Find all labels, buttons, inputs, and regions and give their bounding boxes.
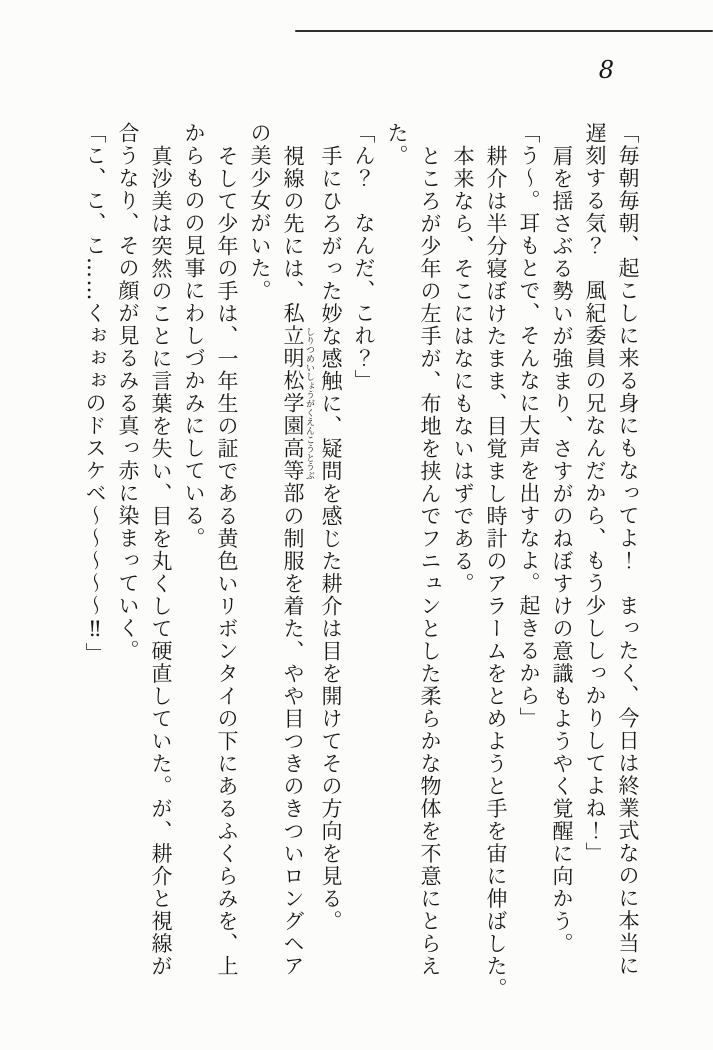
text-run: 真沙美は突然のことに言葉を失い、目を丸くして硬直していた。が、耕介と視線が (149, 144, 173, 977)
page-number: 8 (598, 56, 614, 84)
text-run: 「ん？ なんだ、これ？」 (352, 122, 376, 392)
text-run: 「毎朝毎朝、起こしに来る身にもなってよ！ まったく、今日は終業式なのに本当に (616, 122, 640, 977)
text-column (479, 122, 512, 1014)
text-run: の制服を着た、やや目つきのきついロングヘア (281, 504, 305, 977)
text-column (276, 122, 314, 1014)
text-column (413, 122, 446, 1014)
text-run: 「う〜。耳もとで、そんなに大声を出すなよ。起きるから」 (517, 122, 541, 730)
text-run: 耕介は半分寝ぼけたまま、目覚まし時計のアラームをとめようと手を宙に伸ばした。 (484, 144, 508, 1000)
text-run: からものの見事にわしづかみにしている。 (182, 122, 206, 550)
text-column (177, 122, 210, 1014)
text-run: た。 (385, 122, 409, 167)
text-run: ところが少年の左手が、布地を挟んでフニュンとした柔らかな物体を不意にとらえ (418, 144, 442, 977)
scan-edge-artifact (295, 30, 713, 32)
text-run: 「こ、こ、こ……くぉぉぉのドスケベ〜〜〜〜〜‼」 (83, 122, 107, 665)
text-column (111, 122, 144, 1014)
text-run: 手にひろがった妙な感触に、疑問を感じた耕介は目を開けてその方向を見る。 (319, 144, 343, 932)
text-column (314, 122, 347, 1014)
text-column (512, 122, 545, 1014)
furigana-ruby: 私立明松学園高等部 しりつめいしょうがくえんこうとうぶ (281, 302, 314, 505)
text-column (210, 122, 243, 1014)
text-column (78, 122, 111, 1014)
text-column (446, 122, 479, 1014)
text-run: 本来なら、そこにはなにもないはずである。 (451, 144, 475, 595)
text-column (545, 122, 578, 1014)
text-run: の美少女がいた。 (248, 122, 272, 302)
text-column (578, 122, 611, 1014)
text-run: 遅刻する気？ 風紀委員の兄なんだから、もう少ししっかりしてよね！」 (583, 122, 607, 865)
text-column (243, 122, 276, 1014)
text-run: 合うなり、その顔が見るみる真っ赤に染まっていく。 (116, 122, 140, 662)
text-column (380, 122, 413, 1014)
text-column (347, 122, 380, 1014)
body-text (78, 122, 644, 1014)
text-run: 肩を揺さぶる勢いが強まり、さすがのねぼすけの意識もようやく覚醒に向かう。 (550, 144, 574, 955)
text-run: 視線の先には、 (281, 144, 305, 302)
text-column (611, 122, 644, 1014)
text-run: そして少年の手は、一年生の証である黄色いリボンタイの下にあるふくらみを、上 (215, 144, 239, 977)
text-column (144, 122, 177, 1014)
